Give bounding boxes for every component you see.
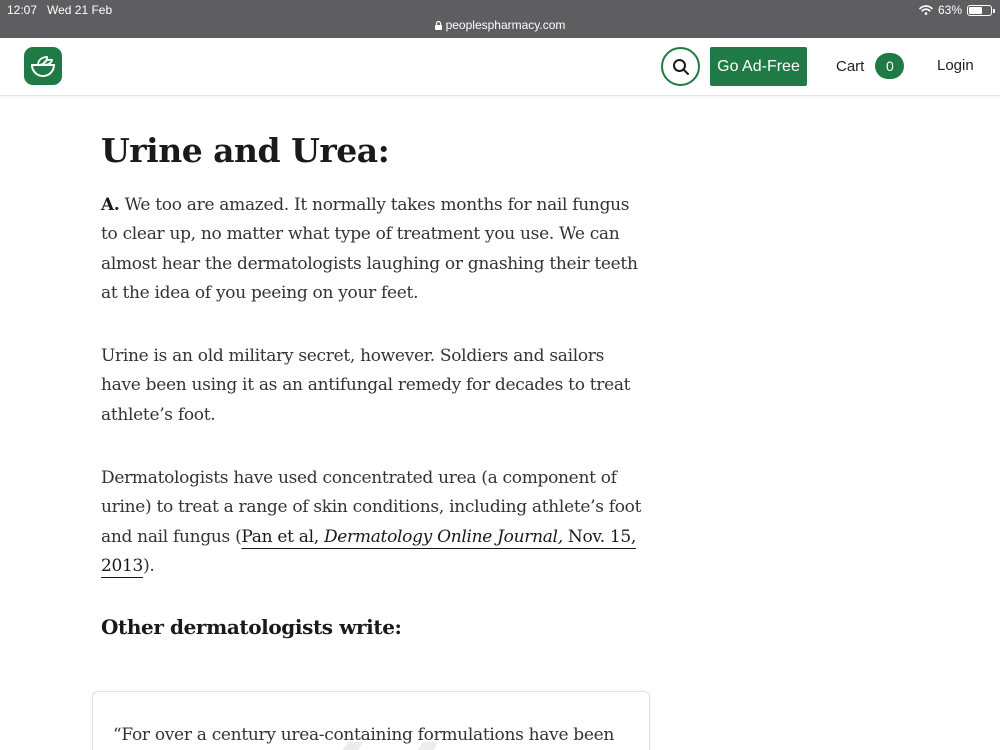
answer-text: We too are amazed. It normally takes months for nail fungus to clear up, no matter what type of treatment you use. We can almost hear the dermatologists laughing or gnashing their teeth at the idea of you peeing on your feet. xyxy=(101,195,638,303)
section-heading: Urine and Urea: xyxy=(101,131,390,170)
status-time: 12:07 xyxy=(7,3,38,17)
logo-mark xyxy=(29,54,57,78)
battery-fill xyxy=(969,7,982,14)
login-link[interactable]: Login xyxy=(937,57,974,74)
answer-paragraph xyxy=(101,191,646,308)
citation-date: Nov. 15, 2013 xyxy=(101,526,637,576)
url-text[interactable]: peoplespharmacy.com xyxy=(445,18,566,32)
citation-journal: Dermatology Online Journal, xyxy=(323,526,563,547)
battery-percent: 63% xyxy=(937,3,962,17)
quote-text: “For over a century urea-containing formulations have been xyxy=(113,725,615,745)
battery-cap xyxy=(993,9,995,13)
status-bar xyxy=(0,0,1000,38)
answer-lead: A. xyxy=(101,195,120,215)
urea-end: ). xyxy=(143,555,155,576)
site-header xyxy=(0,38,1000,96)
cart-count-badge: 0 xyxy=(875,53,904,79)
cart-label: Cart xyxy=(836,57,865,75)
address-bar[interactable] xyxy=(0,18,1000,32)
search-button[interactable] xyxy=(661,47,700,86)
citation-author: Pan et al, xyxy=(241,526,324,547)
blockquote xyxy=(92,691,650,750)
go-ad-free-button[interactable]: Go Ad-Free xyxy=(710,47,807,86)
mortar-pestle-leaf-icon[interactable] xyxy=(24,47,62,85)
article-body xyxy=(101,128,646,639)
battery-icon xyxy=(967,5,992,16)
wifi-icon xyxy=(919,5,933,15)
status-right xyxy=(919,3,992,17)
urea-text: Dermatologists have used concentrated urea (a component of urine) to treat a range of skin conditions, including athlete’s foot and nail fungus ( xyxy=(101,468,642,547)
cart-button[interactable] xyxy=(836,53,904,79)
status-date: Wed 21 Feb xyxy=(47,3,113,17)
urea-paragraph xyxy=(101,464,646,581)
subheading: Other dermatologists write: xyxy=(101,615,402,639)
military-paragraph: Urine is an old military secret, however. Soldiers and sailors have been using it as an antifungal remedy for decades to treat athlete’s foot. xyxy=(101,346,631,425)
search-icon xyxy=(672,58,690,76)
lock-icon xyxy=(435,21,442,30)
